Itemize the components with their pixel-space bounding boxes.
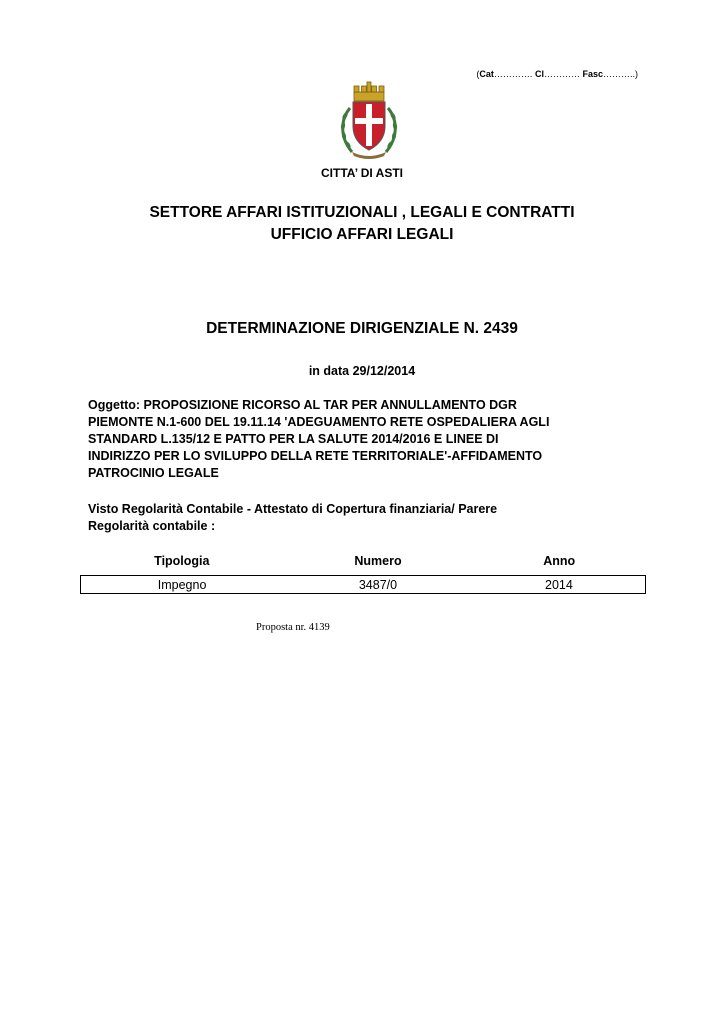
fasc-label: Fasc: [582, 69, 603, 79]
cell-anno: 2014: [473, 576, 646, 594]
sector-line-1: SETTORE AFFARI ISTITUZIONALI , LEGALI E CONTRATTI: [149, 204, 575, 221]
sector-heading: [0, 202, 724, 246]
cl-dots: …………: [543, 69, 580, 79]
cat-dots: ………….: [493, 69, 533, 79]
accounting-check-block: [88, 501, 648, 535]
sector-line-2: UFFICIO AFFARI LEGALI: [270, 226, 454, 243]
proposal-number: Proposta nr. 4139: [256, 622, 330, 633]
cell-numero: 3487/0: [283, 576, 473, 594]
commitment-table: [80, 552, 646, 594]
subject-line-5: PATROCINIO LEGALE: [88, 466, 219, 480]
column-header-anno: Anno: [473, 552, 646, 576]
accounting-check-line-2: Regolarità contabile :: [88, 519, 216, 533]
classification-line: (Cat…………. Cl………… Fasc………..): [476, 69, 638, 79]
subject-line-1: Oggetto: PROPOSIZIONE RICORSO AL TAR PER ANNULLAMENTO DGR: [88, 398, 517, 412]
subject-line-2: PIEMONTE N.1-600 DEL 19.11.14 'ADEGUAMENTO RETE OSPEDALIERA AGLI: [88, 415, 550, 429]
cl-label: Cl: [534, 69, 544, 79]
subject-line-3: STANDARD L.135/12 E PATTO PER LA SALUTE 2014/2016 E LINEE DI: [88, 432, 499, 446]
column-header-numero: Numero: [283, 552, 473, 576]
cell-tipologia: Impegno: [81, 576, 284, 594]
determination-date: in data 29/12/2014: [308, 364, 416, 378]
subject-block: [88, 397, 648, 482]
coat-of-arms-icon: [336, 80, 402, 162]
city-name: CITTA’ DI ASTI: [320, 166, 403, 180]
accounting-check-line-1: Visto Regolarità Contabile - Attestato di Copertura finanziaria/ Parere: [88, 502, 498, 516]
column-header-tipologia: Tipologia: [81, 552, 284, 576]
subject-line-4: INDIRIZZO PER LO SVILUPPO DELLA RETE TERRITORIALE'-AFFIDAMENTO: [88, 449, 543, 463]
fasc-dots: ………..: [602, 69, 635, 79]
table-row: [81, 576, 646, 594]
cat-label: Cat: [479, 69, 494, 79]
determination-title: DETERMINAZIONE DIRIGENZIALE N. 2439: [206, 320, 518, 337]
